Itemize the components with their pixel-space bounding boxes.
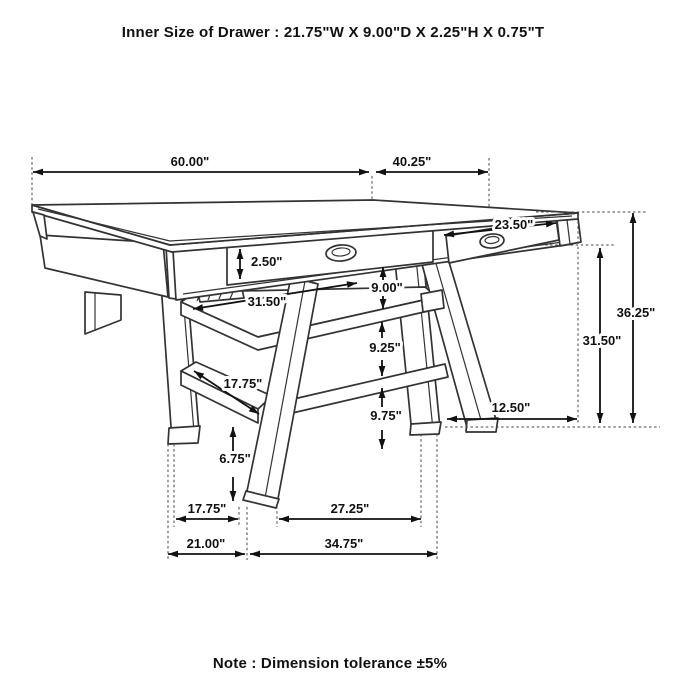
dimension-label-tabletop-depth: 40.25" <box>392 154 432 169</box>
right-shelf-bracket <box>421 290 444 312</box>
left-corbel <box>85 292 121 334</box>
dimension-label-overall-height: 36.25" <box>616 305 656 320</box>
dimension-label-shelf-to-stretcher-gap: 9.25" <box>369 340 401 355</box>
rear-left-foot <box>168 426 200 444</box>
dimension-label-floor-to-apron-height: 31.50" <box>582 333 622 348</box>
dimension-label-drawer-front-width: 23.50" <box>494 217 534 232</box>
dimension-label-right-base-width: 34.75" <box>324 536 364 551</box>
table-drawing <box>32 200 581 508</box>
dimension-label-lower-shelf-length: 17.75" <box>223 376 263 391</box>
dimension-label-upper-shelf-length: 31.50" <box>247 294 287 309</box>
drawer-inner-size-title: Inner Size of Drawer : 21.75"W X 9.00"D X 2.25"H X 0.75"T <box>121 24 545 41</box>
dimension-label-top-overhang: 12.50" <box>491 400 531 415</box>
rear-right-foot <box>410 422 441 435</box>
tolerance-note: Note : Dimension tolerance ±5% <box>212 655 448 672</box>
dimension-label-tabletop-length: 60.00" <box>170 154 210 169</box>
dimension-label-apron-to-shelf-gap: 9.00" <box>371 280 403 295</box>
dimension-label-lower-shelf-height: 6.75" <box>219 451 251 466</box>
tabletop-left-tip <box>33 212 47 239</box>
front-right-foot <box>466 418 498 432</box>
dimension-label-left-base-width: 21.00" <box>186 536 226 551</box>
dimension-label-drawer-front-height: 2.50" <box>251 254 283 269</box>
dimension-label-stretcher-to-floor-gap: 9.75" <box>370 408 402 423</box>
dimension-label-inner-feet-span: 27.25" <box>330 501 370 516</box>
dimension-label-left-feet-spread: 17.75" <box>187 501 227 516</box>
